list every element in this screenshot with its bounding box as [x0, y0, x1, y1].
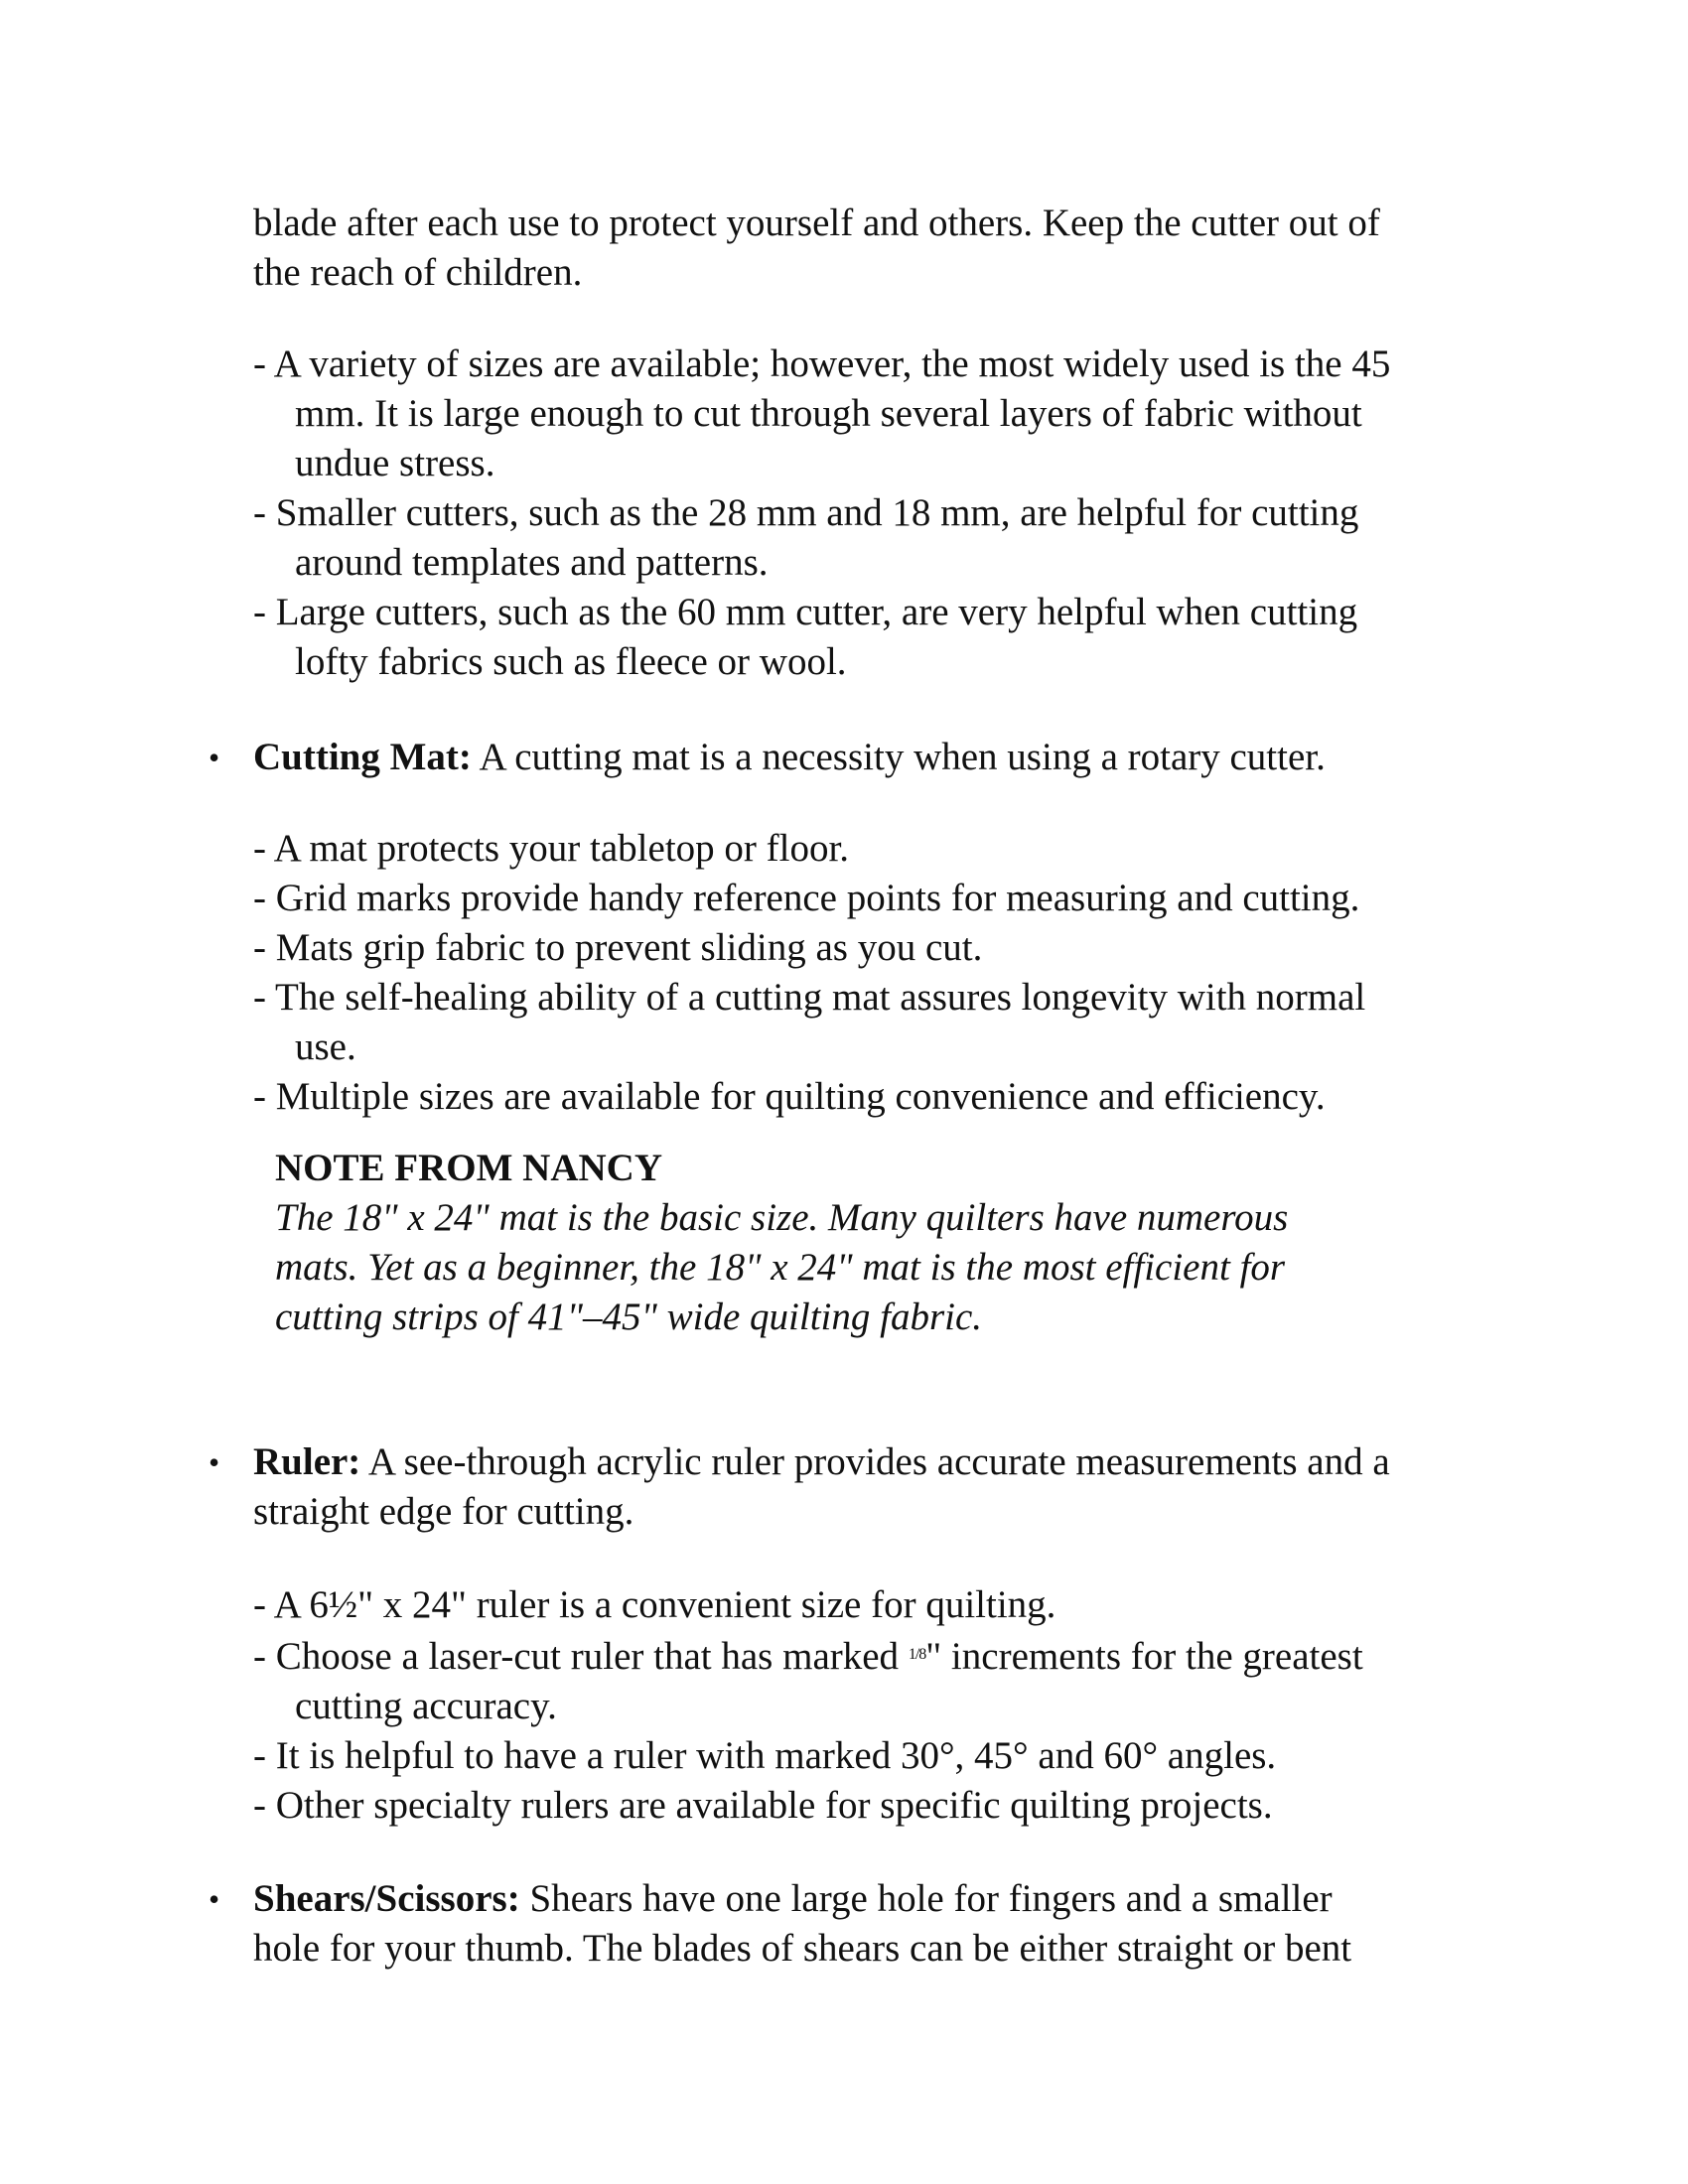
- shears-heading: [253, 1874, 1504, 1974]
- bullet-dot-shears: •: [209, 1881, 220, 1917]
- cutting-mat-text: A cutting mat is a necessity when using a rotary cutter.: [471, 736, 1326, 778]
- ruler-item-4: - Other specialty rulers are available for specific quilting projects.: [253, 1784, 1273, 1827]
- cutting-mat-item-3: - Mats grip fabric to prevent sliding as you cut.: [253, 926, 983, 969]
- intro-line-1: blade after each use to protect yourself and others. Keep the cutter out of: [253, 202, 1380, 244]
- intro-line-2: the reach of children.: [253, 251, 583, 294]
- ruler-item-2-text-a: - Choose a laser-cut ruler that has marked: [253, 1635, 909, 1678]
- note-line-3: cutting strips of 41"–45" wide quilting fabric.: [275, 1296, 983, 1338]
- bullet-dot-ruler: •: [209, 1444, 220, 1480]
- note-line-2: mats. Yet as a beginner, the 18" x 24" mat is the most efficient for: [275, 1246, 1286, 1289]
- cutter-size-item-2-line-2: around templates and patterns.: [295, 541, 769, 584]
- cutter-size-item-2-line-1: - Smaller cutters, such as the 28 mm and 18 mm, are helpful for cutting: [253, 491, 1359, 534]
- shears-line-1: [253, 1874, 1504, 1924]
- shears-term: Shears/Scissors:: [253, 1877, 520, 1920]
- note-title: NOTE FROM NANCY: [275, 1147, 662, 1189]
- cutter-size-item-1-line-3: undue stress.: [295, 442, 495, 484]
- cutting-mat-item-5: - Multiple sizes are available for quilting convenience and efficiency.: [253, 1075, 1326, 1118]
- ruler-item-2: [253, 1630, 1504, 1682]
- cutting-mat-term: Cutting Mat:: [253, 736, 472, 778]
- note-from-nancy: [275, 1144, 1526, 1342]
- note-line-1: The 18" x 24" mat is the basic size. Many quilters have numerous: [275, 1196, 1289, 1239]
- cutting-mat-item-4: - The self-healing ability of a cutting mat assures longevity with normal: [253, 976, 1366, 1019]
- shears-text: Shears have one large hole for fingers and a smaller: [519, 1877, 1333, 1920]
- ruler-item-2-text-b: " increments for the greatest: [925, 1635, 1363, 1678]
- one-eighth-fraction: 1/8: [908, 1646, 926, 1663]
- cutting-mat-item-4-cont: use.: [295, 1025, 356, 1068]
- ruler-term: Ruler:: [253, 1440, 361, 1483]
- ruler-item-3: - It is helpful to have a ruler with marked 30°, 45° and 60° angles.: [253, 1734, 1277, 1777]
- intro-paragraph: [253, 199, 1504, 298]
- cutting-mat-line: [253, 733, 1504, 782]
- cutter-size-item-3-line-2: lofty fabrics such as fleece or wool.: [295, 640, 847, 683]
- cutter-size-item-1-line-2: mm. It is large enough to cut through several layers of fabric without: [295, 392, 1362, 435]
- shears-line-2: hole for your thumb. The blades of shears can be either straight or bent: [253, 1927, 1352, 1970]
- ruler-list: [253, 1580, 1504, 1831]
- ruler-item-1: - A 6½" x 24" ruler is a convenient size for quilting.: [253, 1583, 1056, 1626]
- ruler-item-2-cont: cutting accuracy.: [295, 1685, 557, 1727]
- ruler-line-1: [253, 1437, 1504, 1487]
- cutting-mat-heading: [253, 733, 1504, 782]
- ruler-line-2: straight edge for cutting.: [253, 1490, 634, 1533]
- bullet-dot-cutting-mat: •: [209, 740, 220, 775]
- cutter-size-item-1-line-1: - A variety of sizes are available; however, the most widely used is the 45: [253, 342, 1391, 385]
- ruler-heading: [253, 1437, 1504, 1537]
- ruler-text: A see-through acrylic ruler provides accurate measurements and a: [360, 1440, 1390, 1483]
- cutting-mat-list: [253, 824, 1504, 1122]
- cutter-size-item-3-line-1: - Large cutters, such as the 60 mm cutter, are very helpful when cutting: [253, 591, 1358, 633]
- cutter-sizes-list: [253, 340, 1504, 687]
- cutting-mat-item-2: - Grid marks provide handy reference points for measuring and cutting.: [253, 877, 1360, 919]
- cutting-mat-item-1: - A mat protects your tabletop or floor.: [253, 827, 850, 870]
